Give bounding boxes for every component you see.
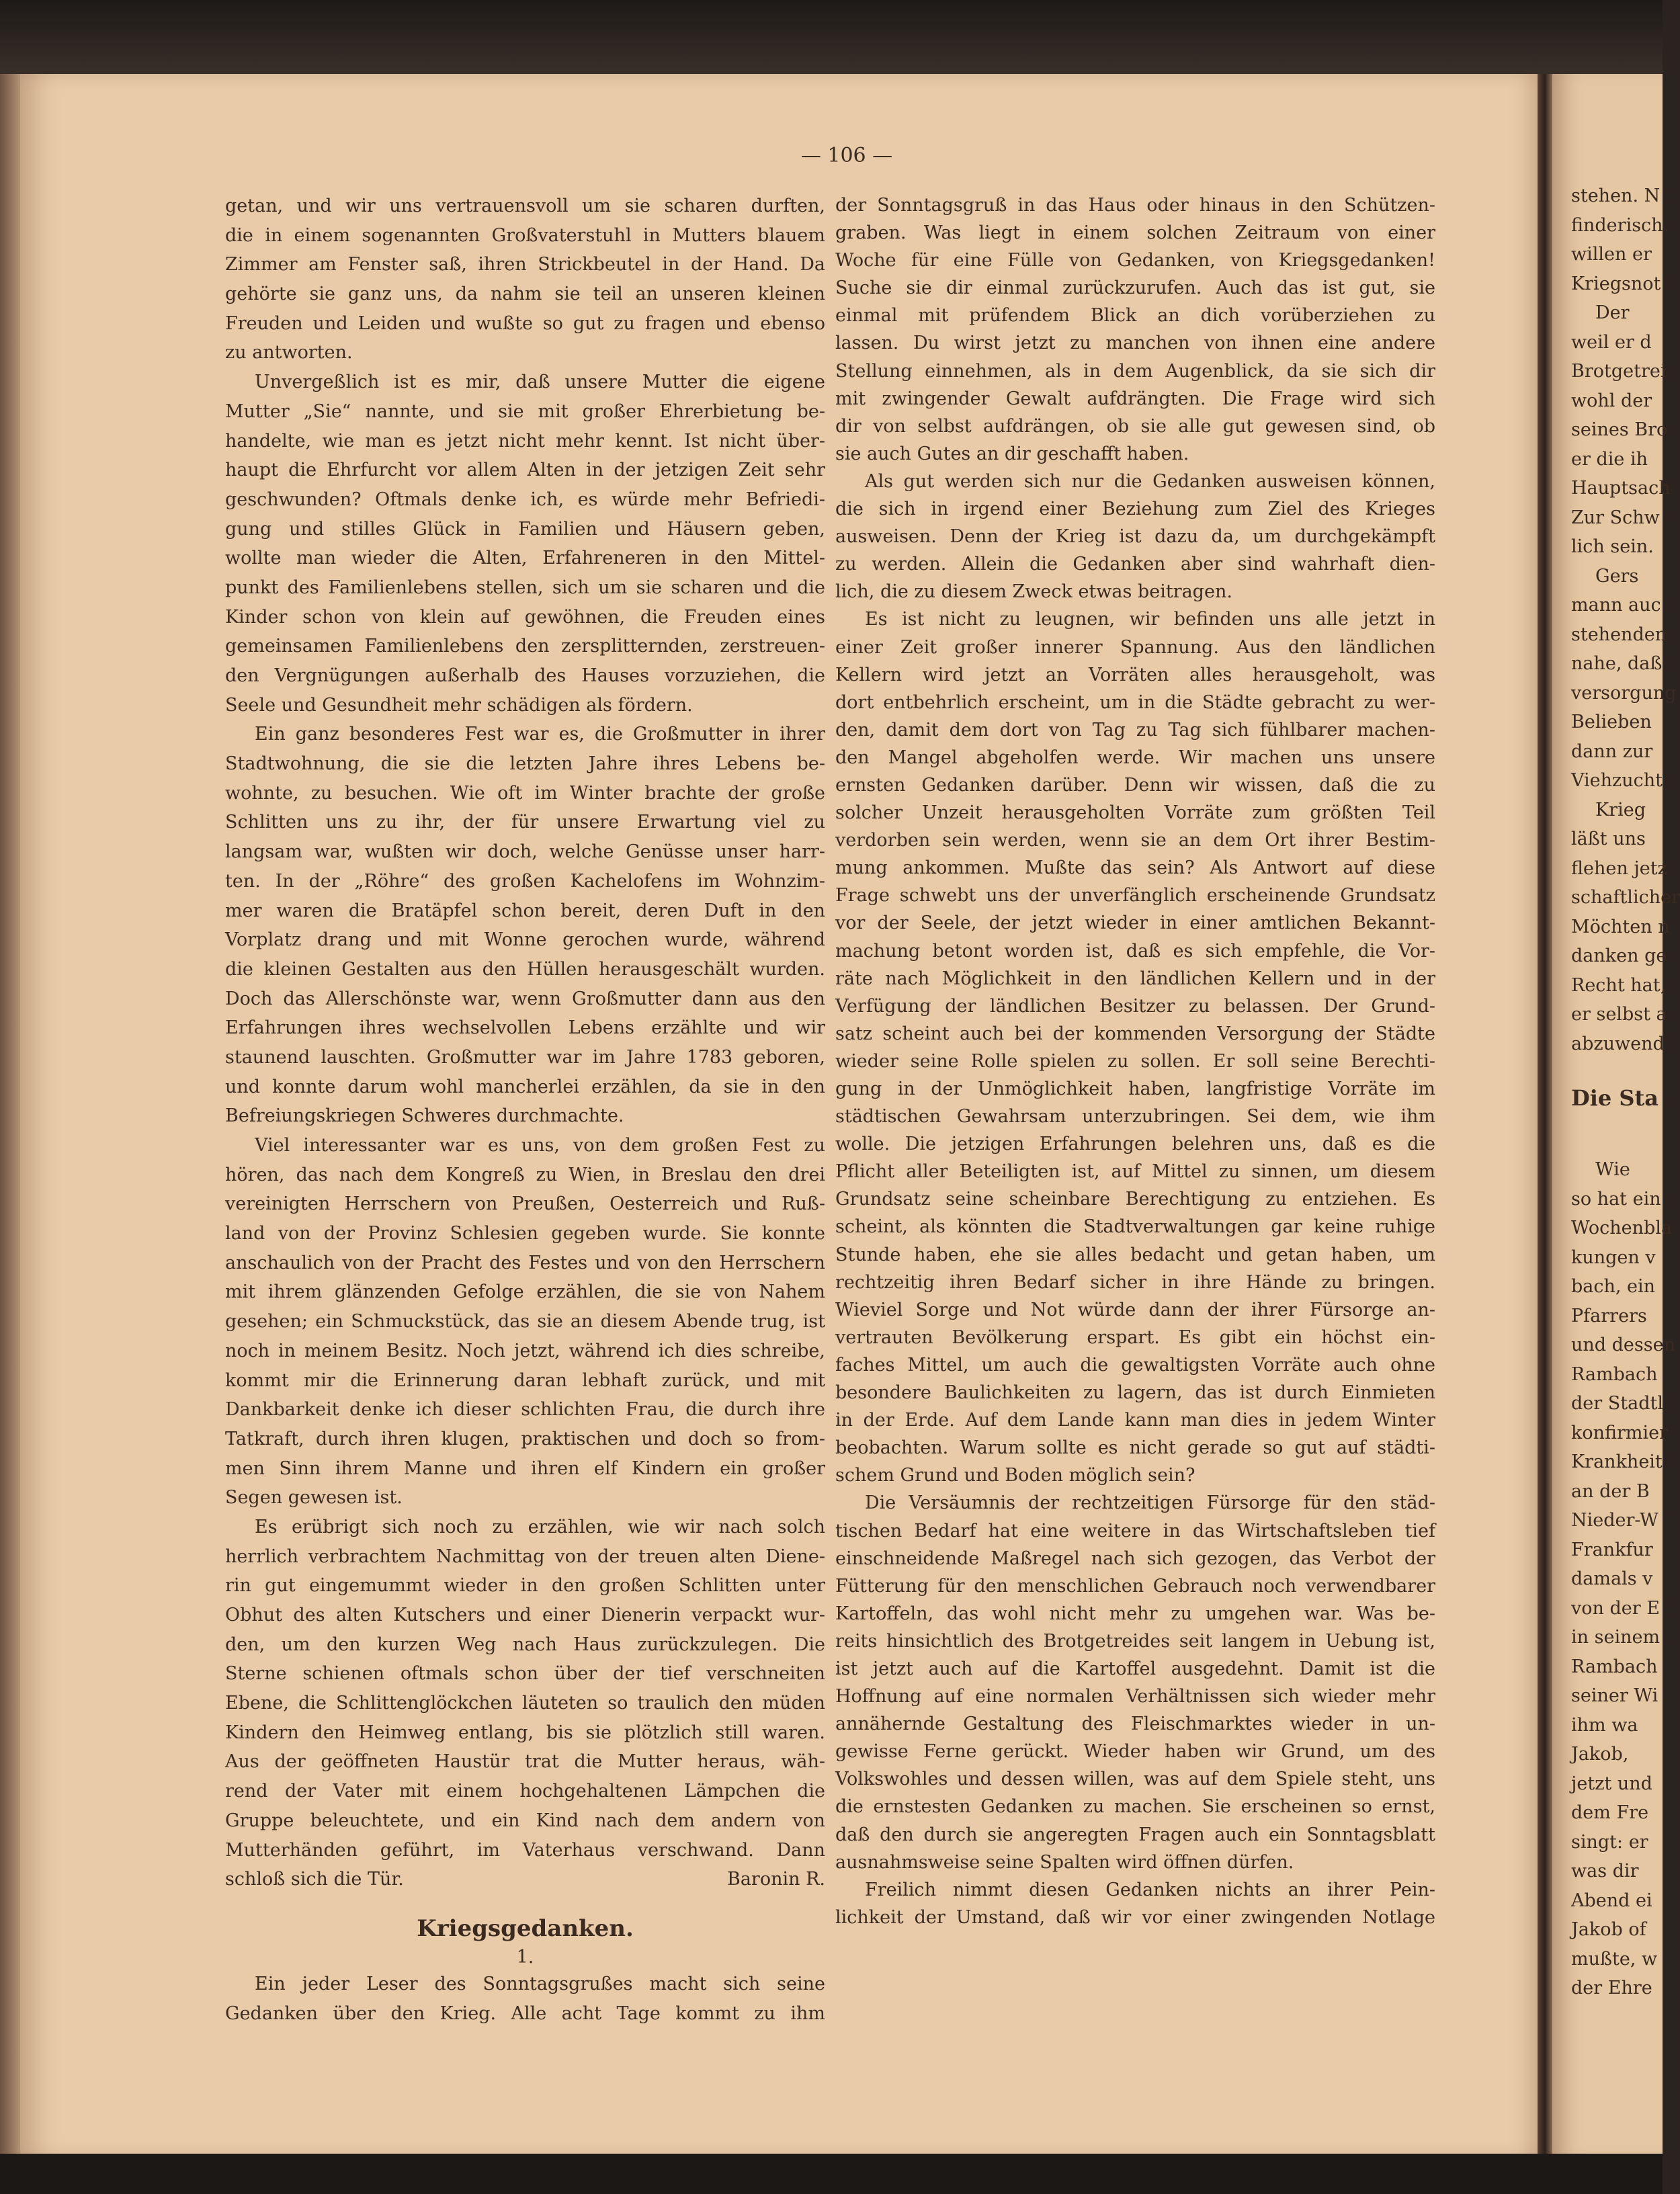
text-line: Kriegsnot [1571,273,1661,294]
text-line: mann auc [1571,595,1661,616]
text-line: Gers [1595,565,1639,587]
text-line: willen er [1571,244,1652,265]
text-line: von der E [1571,1597,1660,1619]
text-line: rechtzeitig ihren Bedarf sicher in ihre Hände zu bringen. [835,1271,1435,1293]
text-line: Fütterung für den menschlichen Gebrauch noch verwendbarer [835,1575,1435,1597]
text-line: Befreiungskriegen Schweres durchmachte. [225,1105,624,1127]
text-line: die sich in irgend einer Beziehung zum Ziel des Krieges [835,499,1435,520]
text-line: Es erübrigt sich noch zu erzählen, wie wir nach solch [255,1516,825,1537]
text-line: der Sonntagsgruß in das Haus oder hinaus in den Schützen- [835,195,1435,216]
text-line: machung betont worden ist, daß es sich empfehle, die Vor- [835,940,1435,962]
text-line: reits hinsichtlich des Brotgetreides seit langem in Uebung ist, [835,1630,1435,1652]
text-line: hören, das nach dem Kongreß zu Wien, in Breslau den drei [225,1164,825,1185]
text-line: Möchten n [1571,916,1670,937]
text-line: Ein ganz besonderes Fest war es, die Großmutter in ihrer [255,724,825,745]
text-line: mer waren die Bratäpfel schon bereit, deren Duft in den [225,900,825,921]
text-line: dir von selbst aufdrängen, ob sie alle gut gewesen sind, ob [835,415,1435,437]
text-line: Ein jeder Leser des Sonntagsgrußes macht sich seine [255,1973,825,1994]
text-line: Obhut des alten Kutschers und einer Dienerin verpackt wur- [225,1605,825,1626]
text-line: verdorben sein werden, wenn sie an dem Ort ihrer Bestim- [835,830,1435,851]
text-line: stehen. N [1571,185,1661,206]
text-line: Freuden und Leiden und wußte so gut zu fragen und ebenso [225,312,825,334]
text-line: ten. In der „Röhre“ des großen Kachelofens im Wohnzim- [225,870,825,892]
text-line: singt: er [1571,1831,1648,1853]
text-line: noch in meinem Besitz. Noch jetzt, während ich dies schreibe, [225,1340,825,1361]
text-line: Mutterhänden geführt, im Vaterhaus verschwand. Dann [225,1839,825,1861]
text-line: Mutter „Sie“ nannte, und sie mit großer Ehrerbietung be- [225,400,825,422]
text-line: vor der Seele, der jetzt wieder in einer amtlichen Bekannt- [835,913,1435,934]
text-line: Zimmer am Fenster saß, ihren Strickbeutel in der Hand. Da [225,254,825,276]
text-line: haupt die Ehrfurcht vor allem Alten in der jetzigen Zeit sehr [225,460,825,481]
text-line: lich, die zu diesem Zweck etwas beitragen. [835,581,1232,603]
text-line: Freilich nimmt diesen Gedanken nichts an ihrer Pein- [865,1879,1435,1900]
article-heading: Kriegsgedanken. [417,1914,634,1942]
text-line: und dessen [1571,1335,1675,1355]
text-line: solcher Unzeit herausgeholten Vorräte zum größten Teil [835,802,1435,824]
text-line: vertrauten Bevölkerung erspart. Es gibt ein höchst ein- [835,1326,1435,1348]
text-line: Frankfur [1571,1539,1653,1560]
text-line: Rambach [1571,1656,1658,1677]
text-line: Dankbarkeit denke ich dieser schlichten Frau, die durch ihre [225,1399,825,1421]
text-line: Wie [1595,1159,1630,1180]
text-line: was dir [1571,1861,1639,1882]
text-line: die in einem sogenannten Großvaterstuhl in Mutters blauem [225,224,825,246]
text-line: Schlitten uns zu ihr, der für unsere Erwartung viel zu [225,812,825,833]
text-line: Grundsatz seine scheinbare Berechtigung zu entziehen. Es [835,1189,1435,1210]
author-signature: Baronin R. [726,1869,825,1890]
text-line: Recht hat, [1571,974,1667,996]
text-line: danken ge [1571,945,1667,966]
text-line: gung und stilles Glück in Familien und Häusern geben, [225,518,825,540]
text-line: Belieben [1571,712,1652,732]
text-line: kungen v [1571,1247,1656,1268]
text-line: ausnahmsweise seine Spalten wird öffnen dürfen. [835,1851,1294,1873]
text-line: schem Grund und Boden möglich sein? [835,1465,1195,1486]
text-line: gewisse Ferne gerückt. Wieder haben wir Grund, um des [835,1741,1435,1763]
text-line: ist jetzt auch auf die Kartoffel ausgedehnt. Damit ist die [835,1658,1435,1679]
text-line: satz scheint auch bei der kommenden Versorgung der Städte [835,1023,1435,1044]
text-line: Rambach [1571,1363,1658,1385]
section-heading: Die Sta [1571,1085,1659,1111]
text-line: geschwunden? Oftmals denke ich, es würde mehr Befriedi- [225,489,825,510]
text-line: lich sein. [1571,536,1654,557]
text-line: langsam war, wußten wir doch, welche Genüsse unser harr- [225,841,825,863]
text-line: Brotgetrei [1571,361,1667,382]
text-line: Wochenbla [1571,1218,1673,1238]
text-line: Erfahrungen ihres wechselvollen Lebens erzählte und wir [225,1017,825,1039]
text-line: den Mangel abgeholfen werde. Wir machen uns unsere [835,747,1435,768]
text-line: einer Zeit großer innerer Spannung. Aus den ländlichen [835,636,1435,658]
text-line: Es ist nicht zu leugnen, wir befinden uns alle jetzt in [865,609,1435,630]
text-line: städtischen Gewahrsam unterzubringen. Sei dem, wie ihm [835,1106,1435,1128]
text-line: men Sinn ihrem Manne und ihren elf Kindern ein großer [225,1458,825,1479]
text-line: den, um den kurzen Weg nach Haus zurückzulegen. Die [225,1634,825,1655]
text-line: gesehen; ein Schmuckstück, das sie an diesem Abende trug, ist [225,1311,825,1333]
right-column [835,192,1435,1931]
text-line: Doch das Allerschönste war, wenn Großmutter dann aus den [225,988,825,1009]
text-line: stehenden [1571,624,1667,645]
text-line: sie auch Gutes an dir geschafft haben. [835,443,1189,464]
article-number: 1. [516,1946,534,1968]
text-line: wohnte, zu besuchen. Wie oft im Winter brachte der große [225,782,825,804]
text-line: finderisch. [1571,214,1669,236]
text-line: Hoffnung auf eine normalen Verhältnissen sich wieder mehr [835,1686,1435,1707]
text-line: Zur Schw [1571,507,1660,528]
page-number: — 106 — [800,144,893,167]
text-line: rend der Vater mit einem hochgehaltenen Lämpchen die [225,1781,825,1802]
text-line: der Stadtl [1571,1393,1663,1414]
text-line: faches Mittel, um auch die gewaltigsten Vorräte auch ohne [835,1354,1435,1376]
text-line: räte nach Möglichkeit in den ländlichen Kellern und in der [835,968,1435,989]
text-line: Stellung einnehmen, als in dem Augenblick, da sie sich dir [835,360,1435,382]
text-line: lassen. Du wirst jetzt zu manchen von ihnen eine andere [835,333,1435,354]
text-line: Unvergeßlich ist es mir, daß unsere Mutter die eigene [255,372,825,393]
text-line: Ebene, die Schlittenglöckchen läuteten so traulich den müden [225,1693,825,1714]
adjacent-page-text [1571,181,1680,2003]
text-line: Nieder-W [1571,1510,1658,1531]
text-line: zu antworten. [225,342,353,364]
text-line: mung ankommen. Mußte das sein? Als Antwort auf diese [835,857,1435,879]
text-line: läßt uns [1571,829,1646,849]
text-line: die kleinen Gestalten aus den Hüllen herausgeschält wurden. [225,958,825,980]
text-line: weil er d [1571,331,1652,353]
text-line: abzuwend [1571,1033,1665,1054]
text-line: er selbst a [1571,1004,1667,1025]
adjacent-page [1552,74,1680,2157]
text-line: herrlich verbrachtem Nachmittag von der treuen alten Diene- [225,1546,825,1567]
text-line: mit ihrem glänzenden Gefolge erzählen, die sie von Nahem [225,1281,825,1303]
text-line: Abend ei [1571,1890,1652,1911]
text-line: tischen Bedarf hat eine weitere in das Wirtschaftsleben tief [835,1520,1435,1542]
text-line: versorgung [1571,682,1677,704]
text-line: lichkeit der Umstand, daß wir vor einer zwingenden Notlage [835,1906,1435,1928]
text-line: Kindern den Heimweg entlang, bis sie plötzlich still waren. [225,1722,825,1743]
text-line: Stunde haben, ehe sie alles bedacht und getan haben, um [835,1244,1435,1265]
text-line: getan, und wir uns vertrauensvoll um sie scharen durften, [225,196,825,216]
text-line: jetzt und [1571,1773,1652,1794]
text-line: beobachten. Warum sollte es nicht gerade so gut auf städti- [835,1437,1435,1459]
text-line: wieder seine Rolle spielen zu sollen. Er soll seine Berechti- [835,1050,1435,1072]
page-gutter [1538,74,1552,2157]
text-line: graben. Was liegt in einem solchen Zeitraum von einer [835,222,1435,244]
text-line: Die Versäumnis der rechtzeitigen Fürsorge für den städ- [865,1492,1435,1514]
text-line: gemeinsamen Familienlebens den zersplitternden, zerstreuen- [225,636,825,657]
text-line: Krankheit [1571,1451,1663,1472]
text-line: konfirmier [1571,1422,1669,1443]
text-line: dem Fre [1571,1802,1649,1823]
text-line: Tatkraft, durch ihren klugen, praktischen und doch so from- [225,1428,825,1449]
left-column [225,192,825,2028]
text-line: handelte, wie man es jetzt nicht mehr kennt. Ist nicht über- [225,430,825,452]
text-line: den Vergnügungen außerhalb des Hauses vorzuziehen, die [225,665,825,686]
text-line: gehörte sie ganz uns, da nahm sie teil an unseren kleinen [225,284,825,305]
text-line: Als gut werden sich nur die Gedanken ausweisen können, [865,470,1435,492]
text-line: und konnte darum wohl mancherlei erzählen, da sie in den [225,1076,825,1097]
text-line: punkt des Familienlebens stellen, sich um sie scharen und die [225,577,825,598]
text-line: in seinem [1571,1627,1661,1648]
text-line: Kellern wird jetzt an Vorräten alles herausgeholt, was [835,664,1435,685]
text-line: einschneidende Maßregel nach sich gezogen, das Verbot der [835,1548,1435,1569]
text-line: vereinigten Herrschern von Preußen, Oesterreich und Ruß- [225,1193,825,1215]
text-line: Gedanken über den Krieg. Alle acht Tage kommt zu ihm [225,2002,825,2024]
text-line: Segen gewesen ist. [225,1487,403,1509]
text-line: staunend lauschten. Großmutter war im Jahre 1783 geboren, [225,1046,825,1068]
text-line: ihm wa [1571,1714,1638,1736]
text-line: Jakob of [1571,1919,1646,1940]
text-line: so hat ein [1571,1188,1661,1210]
text-line: seines Bro [1571,419,1668,440]
text-line: Stadtwohnung, die sie die letzten Jahre ihres Lebens be- [225,753,825,775]
text-line: flehen jetz [1571,857,1667,879]
text-line: anschaulich von der Pracht des Festes und von den Herrschern [225,1252,825,1273]
text-line: mit zwingender Gewalt aufdrängten. Die Frage wird sich [835,388,1435,409]
text-line: bach, ein [1571,1276,1656,1297]
text-line: der Ehre [1571,1978,1652,1998]
text-line: Suche sie dir einmal zurückzurufen. Auch das ist gut, sie [835,278,1435,299]
text-line: dann zur [1571,741,1653,762]
text-line: Verfügung der ländlichen Besitzer zu belassen. Der Grund- [835,995,1435,1017]
closing-line-with-signature [225,1865,825,1894]
text-line: Viel interessanter war es uns, von dem großen Fest zu [255,1135,825,1156]
text-line: Kartoffeln, das wohl nicht mehr zu umgehen war. Was be- [835,1603,1435,1624]
text-line: Volkswohles und dessen willen, was auf dem Spiele steht, uns [835,1769,1435,1790]
text-line: Kinder schon von klein auf gewöhnen, die Freuden eines [225,606,825,628]
text-line: damals v [1571,1568,1653,1589]
closing-line: schloß sich die Tür. [225,1869,404,1890]
text-line: daß den durch sie angeregten Fragen auch ein Sonntagsblatt [835,1824,1435,1845]
text-line: seiner Wi [1571,1685,1658,1706]
text-line: Vorplatz drang und mit Wonne gerochen wurde, während [225,929,825,951]
text-line: Sterne schienen oftmals schon über der tief verschneiten [225,1663,825,1685]
text-line: Seele und Gesundheit mehr schädigen als fördern. [225,694,693,716]
text-line: wolle. Die jetzigen Erfahrungen belehren uns, daß es die [835,1134,1435,1155]
text-line: wollte man wieder die Alten, Erfahreneren in den Mittel- [225,548,825,569]
text-line: er die ih [1571,448,1648,470]
text-line: Wieviel Sorge und Not würde dann der ihrer Fürsorge an- [835,1299,1435,1320]
text-line: ernsten Gedanken darüber. Denn wir wissen, daß die zu [835,774,1435,796]
text-line: ausweisen. Denn der Krieg ist dazu da, um durchgekämpft [835,526,1435,548]
text-line: Gruppe beleuchtete, und ein Kind nach dem andern von [225,1810,825,1831]
text-line: Jakob, [1571,1744,1629,1765]
text-line: scheint, als könnten die Stadtverwaltungen gar keine ruhige [835,1216,1435,1238]
text-line: rin gut eingemummt wieder in den großen Schlitten unter [225,1575,825,1597]
text-line: mußte, w [1571,1948,1658,1970]
text-line: Frage schwebt uns der unverfänglich erscheinende Grundsatz [835,885,1435,906]
text-line: schaftlicher [1571,887,1680,908]
text-line: land von der Provinz Schlesien gegeben wurde. Sie konnte [225,1223,825,1244]
text-line: Hauptsach [1571,478,1671,499]
text-line: Aus der geöffneten Haustür trat die Mutter heraus, wäh- [225,1751,825,1773]
text-line: Pfarrers [1571,1305,1647,1326]
text-line: einmal mit prüfendem Blick an dich vorüberziehen zu [835,305,1435,327]
text-line: dort entbehrlich erscheint, um in die Städte gebracht zu wer- [835,691,1435,713]
text-line: in der Erde. Auf dem Lande kann man dies in jedem Winter [835,1410,1435,1431]
text-line: den, damit dem dort von Tag zu Tag sich fühlbarer machen- [835,719,1435,741]
text-line: besondere Baulichkeiten zu lagern, das ist durch Einmieten [835,1382,1435,1404]
scan-top-border [0,0,1663,79]
text-line: wohl der [1571,390,1652,411]
text-line: Woche für eine Fülle von Gedanken, von Kriegsgedanken! [835,250,1435,271]
text-line: Pflicht aller Beteiligten ist, auf Mittel zu sinnen, um diesem [835,1161,1435,1183]
text-line: kommt mir die Erinnerung daran lebhaft zurück, und mit [225,1369,825,1391]
text-line: die ernstesten Gedanken zu machen. Sie erscheinen so ernst, [835,1796,1435,1818]
text-line: nahe, daß [1571,653,1663,674]
scan-bottom-border [0,2154,1663,2194]
text-line: Viehzucht [1571,770,1663,791]
text-line: gung in der Unmöglichkeit haben, langfristige Vorräte im [835,1079,1435,1099]
text-line: an der B [1571,1480,1650,1502]
text-line: annähernde Gestaltung des Fleischmarktes wieder in un- [835,1714,1435,1735]
text-line: Der [1595,302,1630,323]
text-line: Krieg [1595,799,1646,820]
text-line: zu werden. Allein die Gedanken aber sind wahrhaft dien- [835,554,1435,575]
